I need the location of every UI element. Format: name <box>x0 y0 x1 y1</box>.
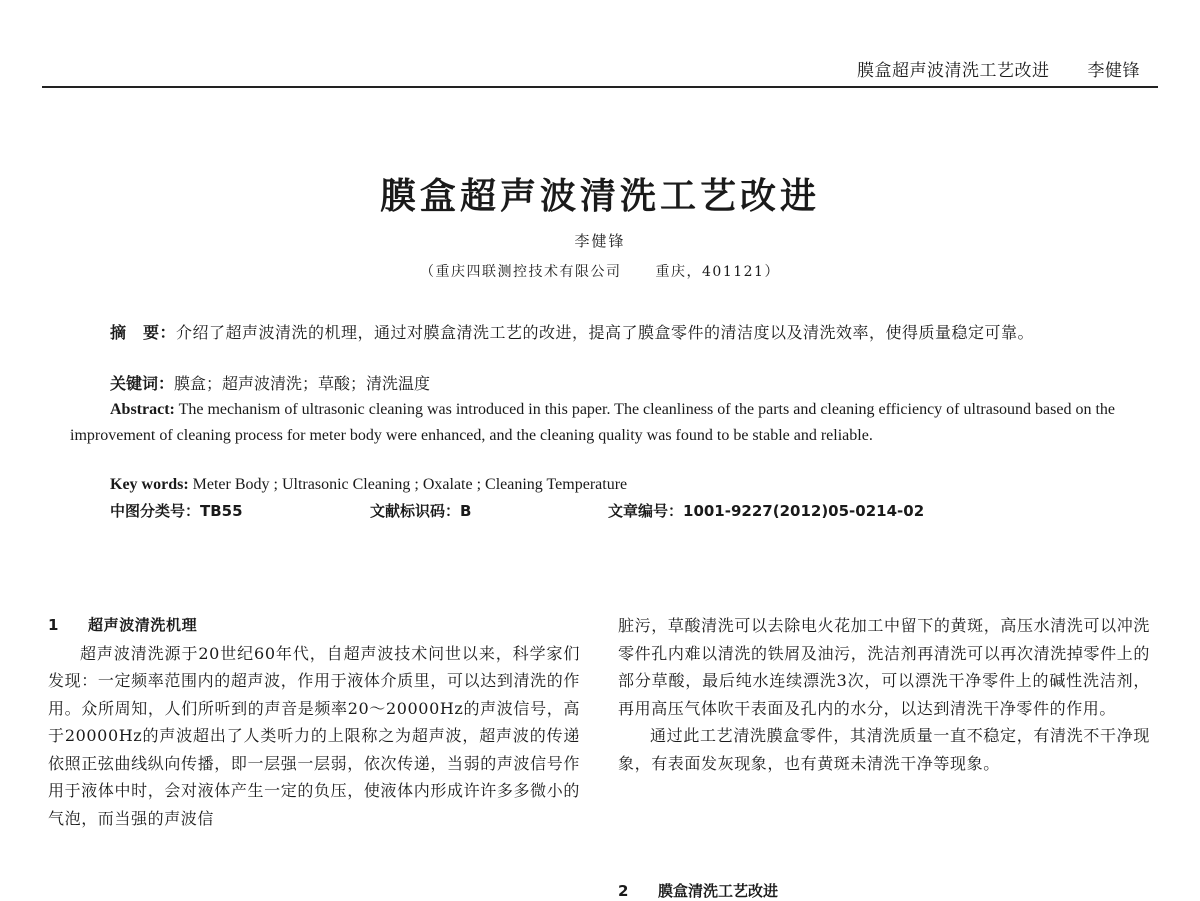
running-head <box>857 56 1140 81</box>
keywords-en <box>110 476 627 494</box>
section-1-title: 超声波清洗机理 <box>88 616 198 634</box>
section-1-paragraph: 超声波清洗源于20世纪60年代，自超声波技术问世以来，科学家们发现：一定频率范围内的超声波，作用于液体介质里，可以达到清洗的作用。众所周知，人们所听到的声音是频率20～20000Hz的声波信号，高于20000Hz的声波超出了人类听力的上限称之为超声波，超声波的传递依照正弦曲线纵向传播，即一层强一层弱，依次传递，当弱的声波信号作用于液体中时，会对液体产生一定的负压，使液体内形成许许多多微小的气泡，而当强的声波信 <box>48 643 580 828</box>
right-paragraph-2: 通过此工艺清洗膜盒零件，其清洗质量一直不稳定，有清洗不干净现象，有表面发灰现象，也有黄斑未清洗干净等现象。 <box>618 726 1150 773</box>
abstract-cn-label: 摘 要： <box>110 323 177 342</box>
abstract-en-label: Abstract: <box>110 401 175 418</box>
abstract-cn <box>70 320 1150 346</box>
right-paragraph-1: 脏污，草酸清洗可以去除电火花加工中留下的黄斑，高压水清洗可以冲洗零件孔内难以清洗的铁屑及油污，洗洁剂再清洗可以再次清洗掉零件上的部分草酸，最后纯水连续漂洗3次，可以漂洗干净零件上的碱性洗洁剂，再用高压气体吹干表面及孔内的水分，以达到清洗干净零件的作用。 <box>618 616 1150 718</box>
header-rule <box>42 86 1158 88</box>
section-1-number: 1 <box>48 616 60 634</box>
article-number: 文章编号：1001-9227(2012)05-0214-02 <box>608 502 925 520</box>
left-column <box>48 612 580 832</box>
keywords-cn <box>110 371 430 394</box>
document-code: 文献标识码：B <box>370 502 472 520</box>
clc-number: 中图分类号：TB55 <box>110 502 243 520</box>
section-1-heading <box>48 612 580 640</box>
section-2-heading <box>618 880 778 901</box>
section-2-title: 膜盒清洗工艺改进 <box>658 882 779 900</box>
section-2-number: 2 <box>618 882 629 900</box>
running-head-title: 膜盒超声波清洗工艺改进 <box>857 61 1050 81</box>
abstract-en-text: The mechanism of ultrasonic cleaning was introduced in this paper. The cleanliness of the parts and cleaning efficiency of ultrasound based on the improvement of cleaning process for meter body were enhanced, and the cleaning quality was found to be stable and reliable. <box>70 401 1116 444</box>
right-column <box>618 612 1150 777</box>
running-head-author: 李健锋 <box>1087 61 1140 81</box>
affiliation <box>0 261 1200 281</box>
affiliation-org: （重庆四联测控技术有限公司 <box>420 264 622 280</box>
abstract-en <box>70 397 1150 449</box>
affiliation-place: 重庆，401121） <box>655 264 780 280</box>
abstract-cn-text: 介绍了超声波清洗的机理，通过对膜盒清洗工艺的改进，提高了膜盒零件的清洁度以及清洗效率，使得质量稳定可靠。 <box>176 323 1035 342</box>
keywords-cn-text: 膜盒；超声波清洗；草酸；清洗温度 <box>174 374 431 393</box>
paper-title: 膜盒超声波清洗工艺改进 <box>379 175 820 217</box>
keywords-cn-label: 关键词： <box>110 374 175 393</box>
paper-author: 李健锋 <box>574 232 626 250</box>
keywords-en-text: Meter Body ; Ultrasonic Cleaning ; Oxalate ; Cleaning Temperature <box>188 476 628 493</box>
keywords-en-label: Key words: <box>110 476 189 493</box>
